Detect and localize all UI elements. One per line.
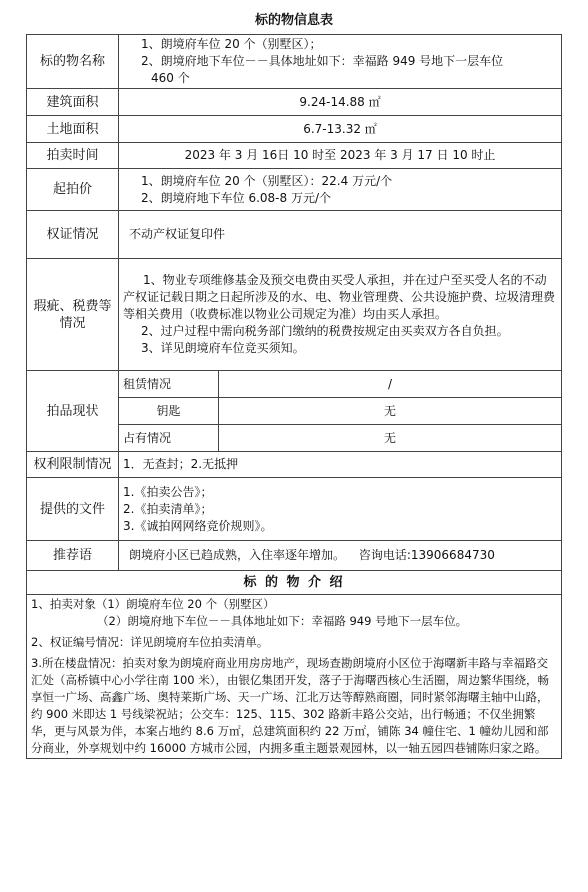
document-line-3: 3.《诚拍网网络竞价规则》。 (123, 518, 273, 533)
row-taxes (27, 259, 562, 371)
value-recommend (119, 541, 562, 571)
page-title: 标的物信息表 (254, 13, 333, 28)
intro-title: 标 的 物 介 绍 (27, 571, 562, 595)
value-building-area: 9.24-14.88 ㎡ (119, 89, 562, 116)
value-object (119, 35, 562, 89)
row-documents (27, 478, 562, 541)
value-taxes (119, 259, 562, 371)
row-status-lease (27, 371, 562, 398)
status-lease-value: / (219, 371, 562, 398)
info-table (26, 34, 562, 759)
value-start-price (119, 169, 562, 211)
object-line-1: 1、朗境府车位 20 个（别墅区）； (141, 37, 322, 51)
label-auction-time: 拍卖时间 (27, 143, 119, 169)
label-start-price: 起拍价 (27, 169, 119, 211)
intro-p1a: 1、拍卖对象（1）朗境府车位 20 个（别墅区） (31, 597, 275, 611)
taxes-line-1: 1、物业专项维修基金及预交电费由买受人承担，并在过户至买受人名的不动产权证记载日期之日起所涉及的水、电、物业管理费、公共设施护费、垃圾清理费等相关费用（收费标准以物业公司规定为准）均由买人承担。 (123, 273, 556, 321)
label-certificate: 权证情况 (27, 211, 119, 259)
status-occupancy-label: 占有情况 (119, 425, 219, 452)
row-start-price (27, 169, 562, 211)
value-auction-time: 2023 年 3 月 16日 10 时至 2023 年 3 月 17 日 10 时止 (119, 143, 562, 169)
taxes-line-3: 3、详见朗境府车位竞买须知。 (141, 341, 305, 355)
row-recommend (27, 541, 562, 571)
intro-p2: 2、权证编号情况：详见朗境府车位拍卖清单。 (31, 635, 269, 649)
certificate-text: 不动产权证复印件 (129, 227, 226, 241)
start-price-line-1: 1、朗境府车位 20 个（别墅区）：22.4 万元/个 (141, 173, 393, 188)
row-rights (27, 452, 562, 478)
label-status: 拍品现状 (27, 371, 119, 452)
label-building-area: 建筑面积 (27, 89, 119, 116)
start-price-line-2: 2、朗境府地下车位 6.08-8 万元/个 (141, 190, 331, 205)
object-line-3: 460 个 (151, 71, 190, 85)
intro-p1b: （2）朗境府地下车位－－具体地址如下：幸福路 949 号地下一层车位。 (97, 614, 468, 628)
recommend-text: 朗境府小区已趋成熟，入住率逐年增加。 (129, 548, 346, 562)
status-lease-label: 租赁情况 (119, 371, 219, 398)
value-certificate (119, 211, 562, 259)
label-rights: 权利限制情况 (27, 452, 119, 478)
row-building-area (27, 89, 562, 116)
status-key-label: 钥匙 (119, 398, 219, 425)
taxes-line-2: 2、过户过程中需向税务部门缴纳的税费按规定由买卖双方各自负担。 (141, 324, 509, 338)
label-taxes: 瑕疵、税费等情况 (27, 259, 119, 371)
recommend-phone: 咨询电话:13906684730 (358, 548, 495, 562)
label-recommend: 推荐语 (27, 541, 119, 571)
intro-body (27, 595, 562, 759)
row-auction-time (27, 143, 562, 169)
row-intro (27, 595, 562, 759)
value-rights: 1．无查封；2.无抵押 (119, 452, 562, 478)
row-certificate (27, 211, 562, 259)
row-intro-title (27, 571, 562, 595)
row-object (27, 35, 562, 89)
document-line-1: 1.《拍卖公告》； (123, 484, 213, 499)
status-occupancy-value: 无 (219, 425, 562, 452)
value-documents (119, 478, 562, 541)
object-line-2: 2、朗境府地下车位－－具体地址如下：幸福路 949 号地下一层车位 (141, 54, 504, 68)
status-key-value: 无 (219, 398, 562, 425)
label-object: 标的物名称 (27, 35, 119, 89)
row-land-area (27, 116, 562, 143)
label-documents: 提供的文件 (27, 478, 119, 541)
intro-p3: 3.所在楼盘情况：拍卖对象为朗境府商业用房房地产，现场查勘朗境府小区位于海曙新丰路与幸福路交汇处（高桥镇中心小学往南 100 米），由银亿集团开发，落子于海曙西核心生活圈，周边繁华围绕，畅享恒一广场、高鑫广场、奥特莱斯广场、天一广场、江北万达等醇熟商圈，同时紧邻海曙主轴中山路，约 900 米即达 1 号线梁祝站；公交车：125、115、302 路新丰路公交站，出行畅通；不仅坐拥繁华，更与风景为伴，本案占地约 8.6 万㎡，总建筑面积约 22 万㎡，铺陈 34 幢住宅、1 幢幼儿园和部分商业，外享规划中约 16000 方城市公园，内拥多重主题景观园林，以一轴五园四巷铺陈归家之路。 (31, 656, 550, 755)
document-line-2: 2.《拍卖清单》； (123, 501, 213, 516)
label-land-area: 土地面积 (27, 116, 119, 143)
value-land-area: 6.7-13.32 ㎡ (119, 116, 562, 143)
